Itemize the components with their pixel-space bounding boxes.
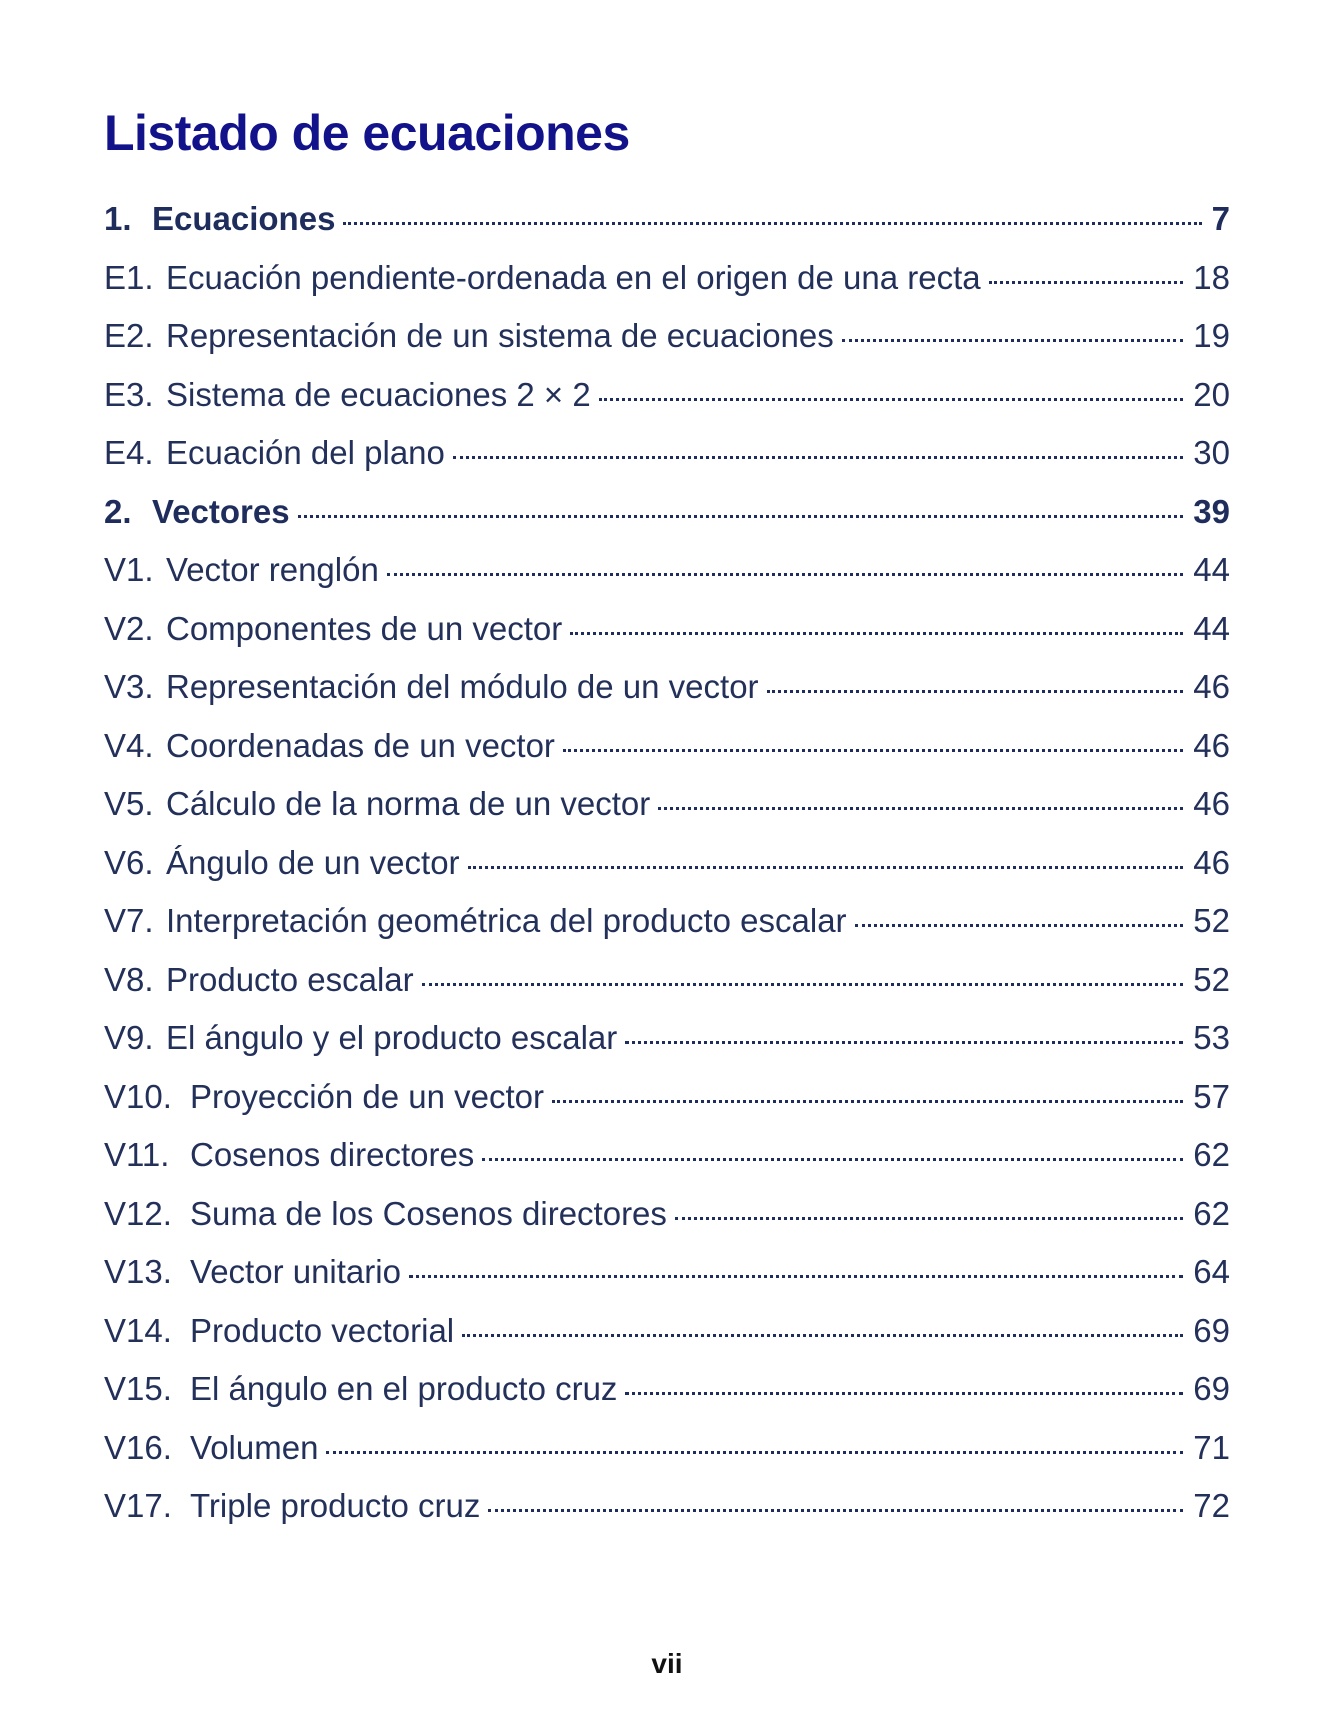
entry-page: 20: [1193, 375, 1230, 413]
dot-leader: [343, 222, 1201, 225]
entry-page: 46: [1193, 726, 1230, 764]
entry-page: 69: [1193, 1311, 1230, 1349]
equation-list: [104, 200, 1230, 1546]
entry-page: 69: [1193, 1370, 1230, 1407]
entry-number: E2.: [104, 317, 154, 354]
toc-entry[interactable]: [104, 1019, 1230, 1078]
dot-leader: [989, 281, 1184, 284]
toc-entry[interactable]: [104, 844, 1230, 903]
dot-leader: [462, 1334, 1183, 1337]
entry-number: V15.: [104, 1370, 172, 1407]
entry-number: V6.: [104, 843, 154, 881]
dot-leader: [658, 807, 1183, 810]
dot-leader: [482, 1158, 1183, 1161]
toc-entry[interactable]: [104, 1195, 1230, 1254]
entry-page: 19: [1193, 317, 1230, 354]
dot-leader: [468, 866, 1184, 869]
entry-page: 62: [1193, 1136, 1230, 1173]
page-number: vii: [651, 1648, 683, 1679]
entry-number: E3.: [104, 375, 154, 413]
entry-label: El ángulo en el producto cruz: [190, 1370, 618, 1407]
toc-entry-chapter[interactable]: [104, 493, 1230, 552]
dot-leader: [842, 339, 1184, 342]
page-title: Listado de ecuaciones: [104, 105, 630, 161]
toc-entry[interactable]: [104, 1253, 1230, 1312]
entry-label: Sistema de ecuaciones 2 × 2: [166, 375, 591, 413]
toc-entry[interactable]: [104, 668, 1230, 727]
entry-page: 18: [1193, 258, 1230, 296]
entry-number: V16.: [104, 1428, 172, 1466]
entry-number: E4.: [104, 434, 154, 471]
entry-number: V12.: [104, 1194, 172, 1232]
toc-entry[interactable]: [104, 259, 1230, 318]
entry-page: 52: [1193, 902, 1230, 939]
entry-number: V1.: [104, 551, 154, 588]
entry-page: 57: [1193, 1077, 1230, 1115]
entry-number: V11.: [104, 1136, 170, 1173]
entry-page: 44: [1193, 551, 1230, 588]
entry-number: V4.: [104, 726, 154, 764]
entry-page: 46: [1193, 668, 1230, 705]
entry-label: Vectores: [152, 492, 290, 530]
dot-leader: [453, 456, 1183, 459]
toc-entry[interactable]: [104, 902, 1230, 961]
entry-label: Componentes de un vector: [166, 609, 563, 647]
entry-label: Ecuación del plano: [166, 434, 445, 471]
entry-page: 72: [1193, 1487, 1230, 1524]
entry-number: V10.: [104, 1077, 172, 1115]
entry-number: V17.: [104, 1487, 172, 1524]
dot-leader: [488, 1509, 1183, 1512]
toc-entry[interactable]: [104, 1370, 1230, 1429]
entry-number: 2.: [104, 492, 132, 530]
entry-number: V3.: [104, 668, 154, 705]
entry-label: Vector renglón: [166, 551, 379, 588]
toc-entry[interactable]: [104, 727, 1230, 786]
dot-leader: [422, 983, 1184, 986]
entry-number: V14.: [104, 1311, 172, 1349]
dot-leader: [625, 1392, 1183, 1395]
entry-number: V7.: [104, 902, 154, 939]
entry-page: 39: [1193, 492, 1230, 530]
entry-number: V5.: [104, 785, 154, 822]
dot-leader: [675, 1217, 1183, 1220]
entry-label: Triple producto cruz: [190, 1487, 481, 1524]
toc-entry[interactable]: [104, 610, 1230, 669]
entry-label: Ecuación pendiente-ordenada en el origen de una recta: [166, 258, 981, 296]
entry-label: Representación de un sistema de ecuaciones: [166, 317, 834, 354]
entry-number: V13.: [104, 1253, 172, 1290]
entry-label: Representación del módulo de un vector: [166, 668, 759, 705]
dot-leader: [552, 1100, 1183, 1103]
dot-leader: [326, 1451, 1183, 1454]
entry-page: 44: [1193, 609, 1230, 647]
toc-entry[interactable]: [104, 1487, 1230, 1546]
dot-leader: [767, 690, 1184, 693]
entry-label: Cosenos directores: [190, 1136, 475, 1173]
dot-leader: [298, 515, 1184, 518]
dot-leader: [387, 573, 1183, 576]
toc-entry[interactable]: [104, 1136, 1230, 1195]
entry-page: 71: [1193, 1428, 1230, 1466]
entry-page: 46: [1193, 843, 1230, 881]
entry-label: Volumen: [190, 1428, 319, 1466]
toc-entry[interactable]: [104, 1312, 1230, 1371]
entry-page: 46: [1193, 785, 1230, 822]
entry-label: Producto vectorial: [190, 1311, 455, 1349]
entry-label: Vector unitario: [190, 1253, 401, 1290]
dot-leader: [409, 1275, 1183, 1278]
toc-entry[interactable]: [104, 1429, 1230, 1488]
entry-number: E1.: [104, 258, 154, 296]
entry-number: V8.: [104, 960, 154, 998]
entry-label: Producto escalar: [166, 960, 414, 998]
toc-entry[interactable]: [104, 317, 1230, 376]
entry-label: El ángulo y el producto escalar: [166, 1019, 618, 1056]
toc-entry[interactable]: [104, 961, 1230, 1020]
entry-label: Proyección de un vector: [190, 1077, 545, 1115]
entry-label: Suma de los Cosenos directores: [190, 1194, 667, 1232]
entry-page: 52: [1193, 960, 1230, 998]
entry-page: 30: [1193, 434, 1230, 471]
toc-entry-chapter[interactable]: [104, 200, 1230, 259]
dot-leader: [599, 398, 1184, 401]
toc-entry[interactable]: [104, 376, 1230, 435]
toc-entry[interactable]: [104, 434, 1230, 493]
entry-number: V9.: [104, 1019, 154, 1056]
entry-page: 62: [1193, 1194, 1230, 1232]
entry-number: V2.: [104, 609, 154, 647]
dot-leader: [570, 632, 1183, 635]
toc-entry[interactable]: [104, 551, 1230, 610]
dot-leader: [563, 749, 1183, 752]
entry-page: 7: [1211, 200, 1230, 237]
entry-label: Coordenadas de un vector: [166, 726, 555, 764]
entry-page: 53: [1193, 1019, 1230, 1056]
toc-entry[interactable]: [104, 785, 1230, 844]
entry-label: Ecuaciones: [152, 200, 336, 237]
entry-label: Ángulo de un vector: [166, 843, 460, 881]
entry-label: Cálculo de la norma de un vector: [166, 785, 651, 822]
entry-page: 64: [1193, 1253, 1230, 1290]
entry-label: Interpretación geométrica del producto escalar: [166, 902, 847, 939]
dot-leader: [625, 1041, 1183, 1044]
dot-leader: [855, 924, 1184, 927]
entry-number: 1.: [104, 200, 132, 237]
toc-entry[interactable]: [104, 1078, 1230, 1137]
